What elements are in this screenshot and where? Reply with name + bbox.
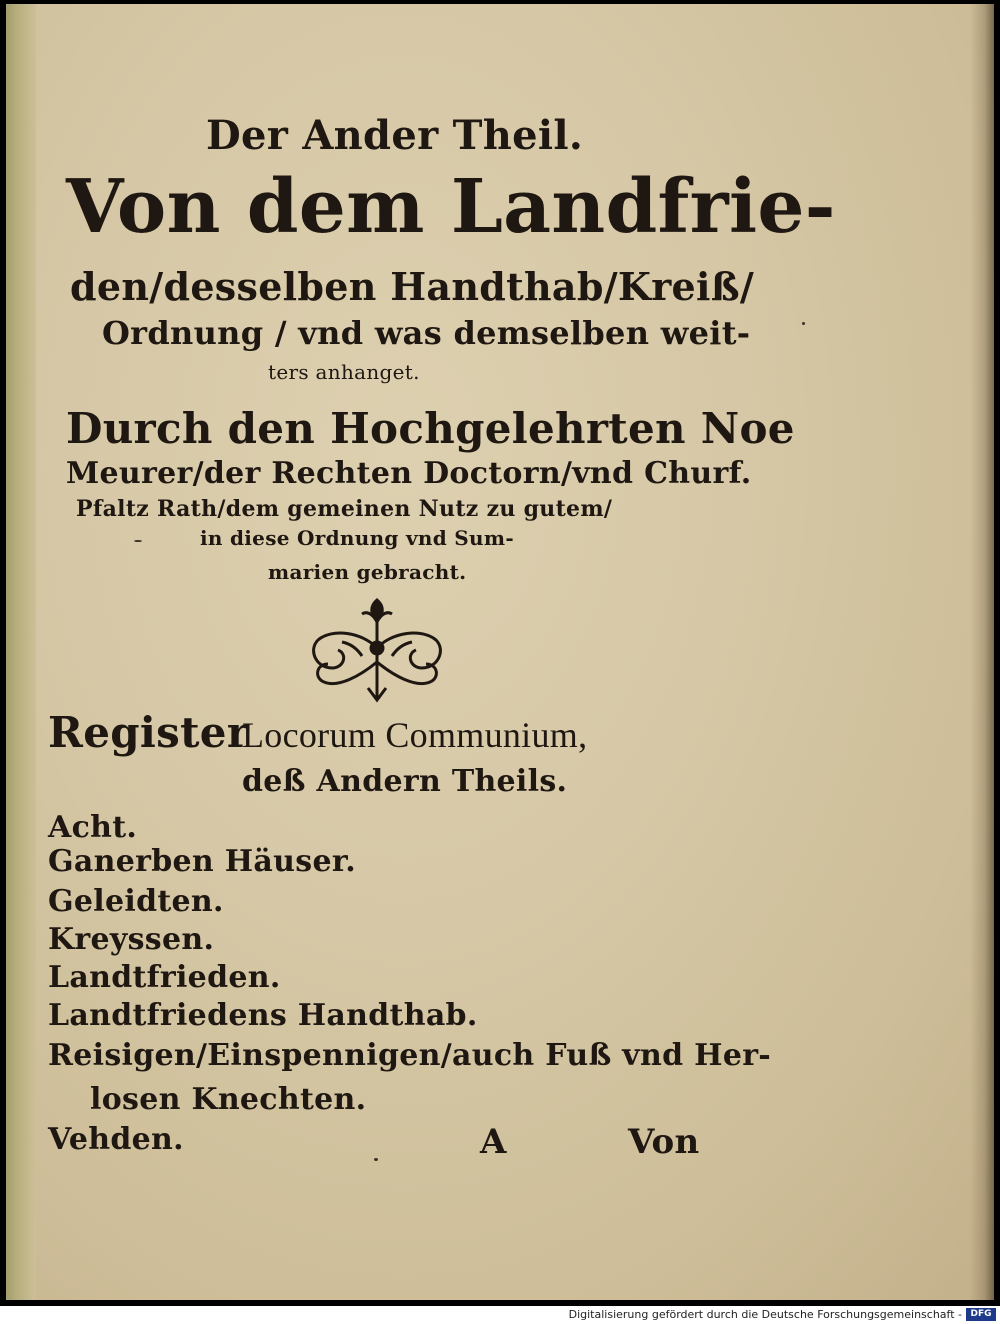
author-line-4: in diese Ordnung vnd Sum- [200,526,514,550]
title-line-4: Ordnung / vnd was demselben weit- [102,314,751,352]
title-line-3: den/desselben Handthab/Kreiß/ [70,264,755,309]
footer-bar [0,1306,1000,1324]
ink-speck [134,540,142,542]
title-line-5: ters anhanget. [268,360,420,384]
printer-ornament [302,592,452,704]
register-item: Ganerben Häuser. [48,844,356,879]
register-heading: Register [48,708,250,757]
register-item: Geleidten. [48,884,224,919]
dfg-logo: DFG [966,1308,996,1321]
register-item-continued: losen Knechten. [90,1082,367,1117]
footer-credit: Digitalisierung gefördert durch die Deutsche Forschungsgemeinschaft - [568,1308,962,1321]
signature-mark: A [480,1122,507,1162]
catchword: Von [628,1122,700,1162]
author-line-5: marien gebracht. [268,560,467,584]
page-edge-shadow [970,4,994,1300]
book-page [6,4,994,1300]
register-item: Kreyssen. [48,922,215,957]
register-item: Landtfriedens Handthab. [48,998,478,1033]
main-title: Von dem Landfrie- [66,164,836,250]
register-item: Reisigen/Einspennigen/auch Fuß vnd Her- [48,1038,772,1073]
ink-speck [374,1158,378,1161]
register-item: Acht. [48,810,138,845]
register-heading-roman: Locorum Communium, [242,715,588,755]
section-heading: Der Ander Theil. [206,112,584,159]
register-item: Vehden. [48,1122,184,1157]
page-gutter [6,4,36,1300]
register-item: Landtfrieden. [48,960,281,995]
author-line-2: Meurer/der Rechten Doctorn/vnd Churf. [66,456,752,491]
ink-speck [802,322,805,325]
register-subheading: deß Andern Theils. [242,764,568,799]
author-line-1: Durch den Hochgelehrten Noe [66,404,795,453]
author-line-3: Pfaltz Rath/dem gemeinen Nutz zu gutem/ [76,496,613,522]
